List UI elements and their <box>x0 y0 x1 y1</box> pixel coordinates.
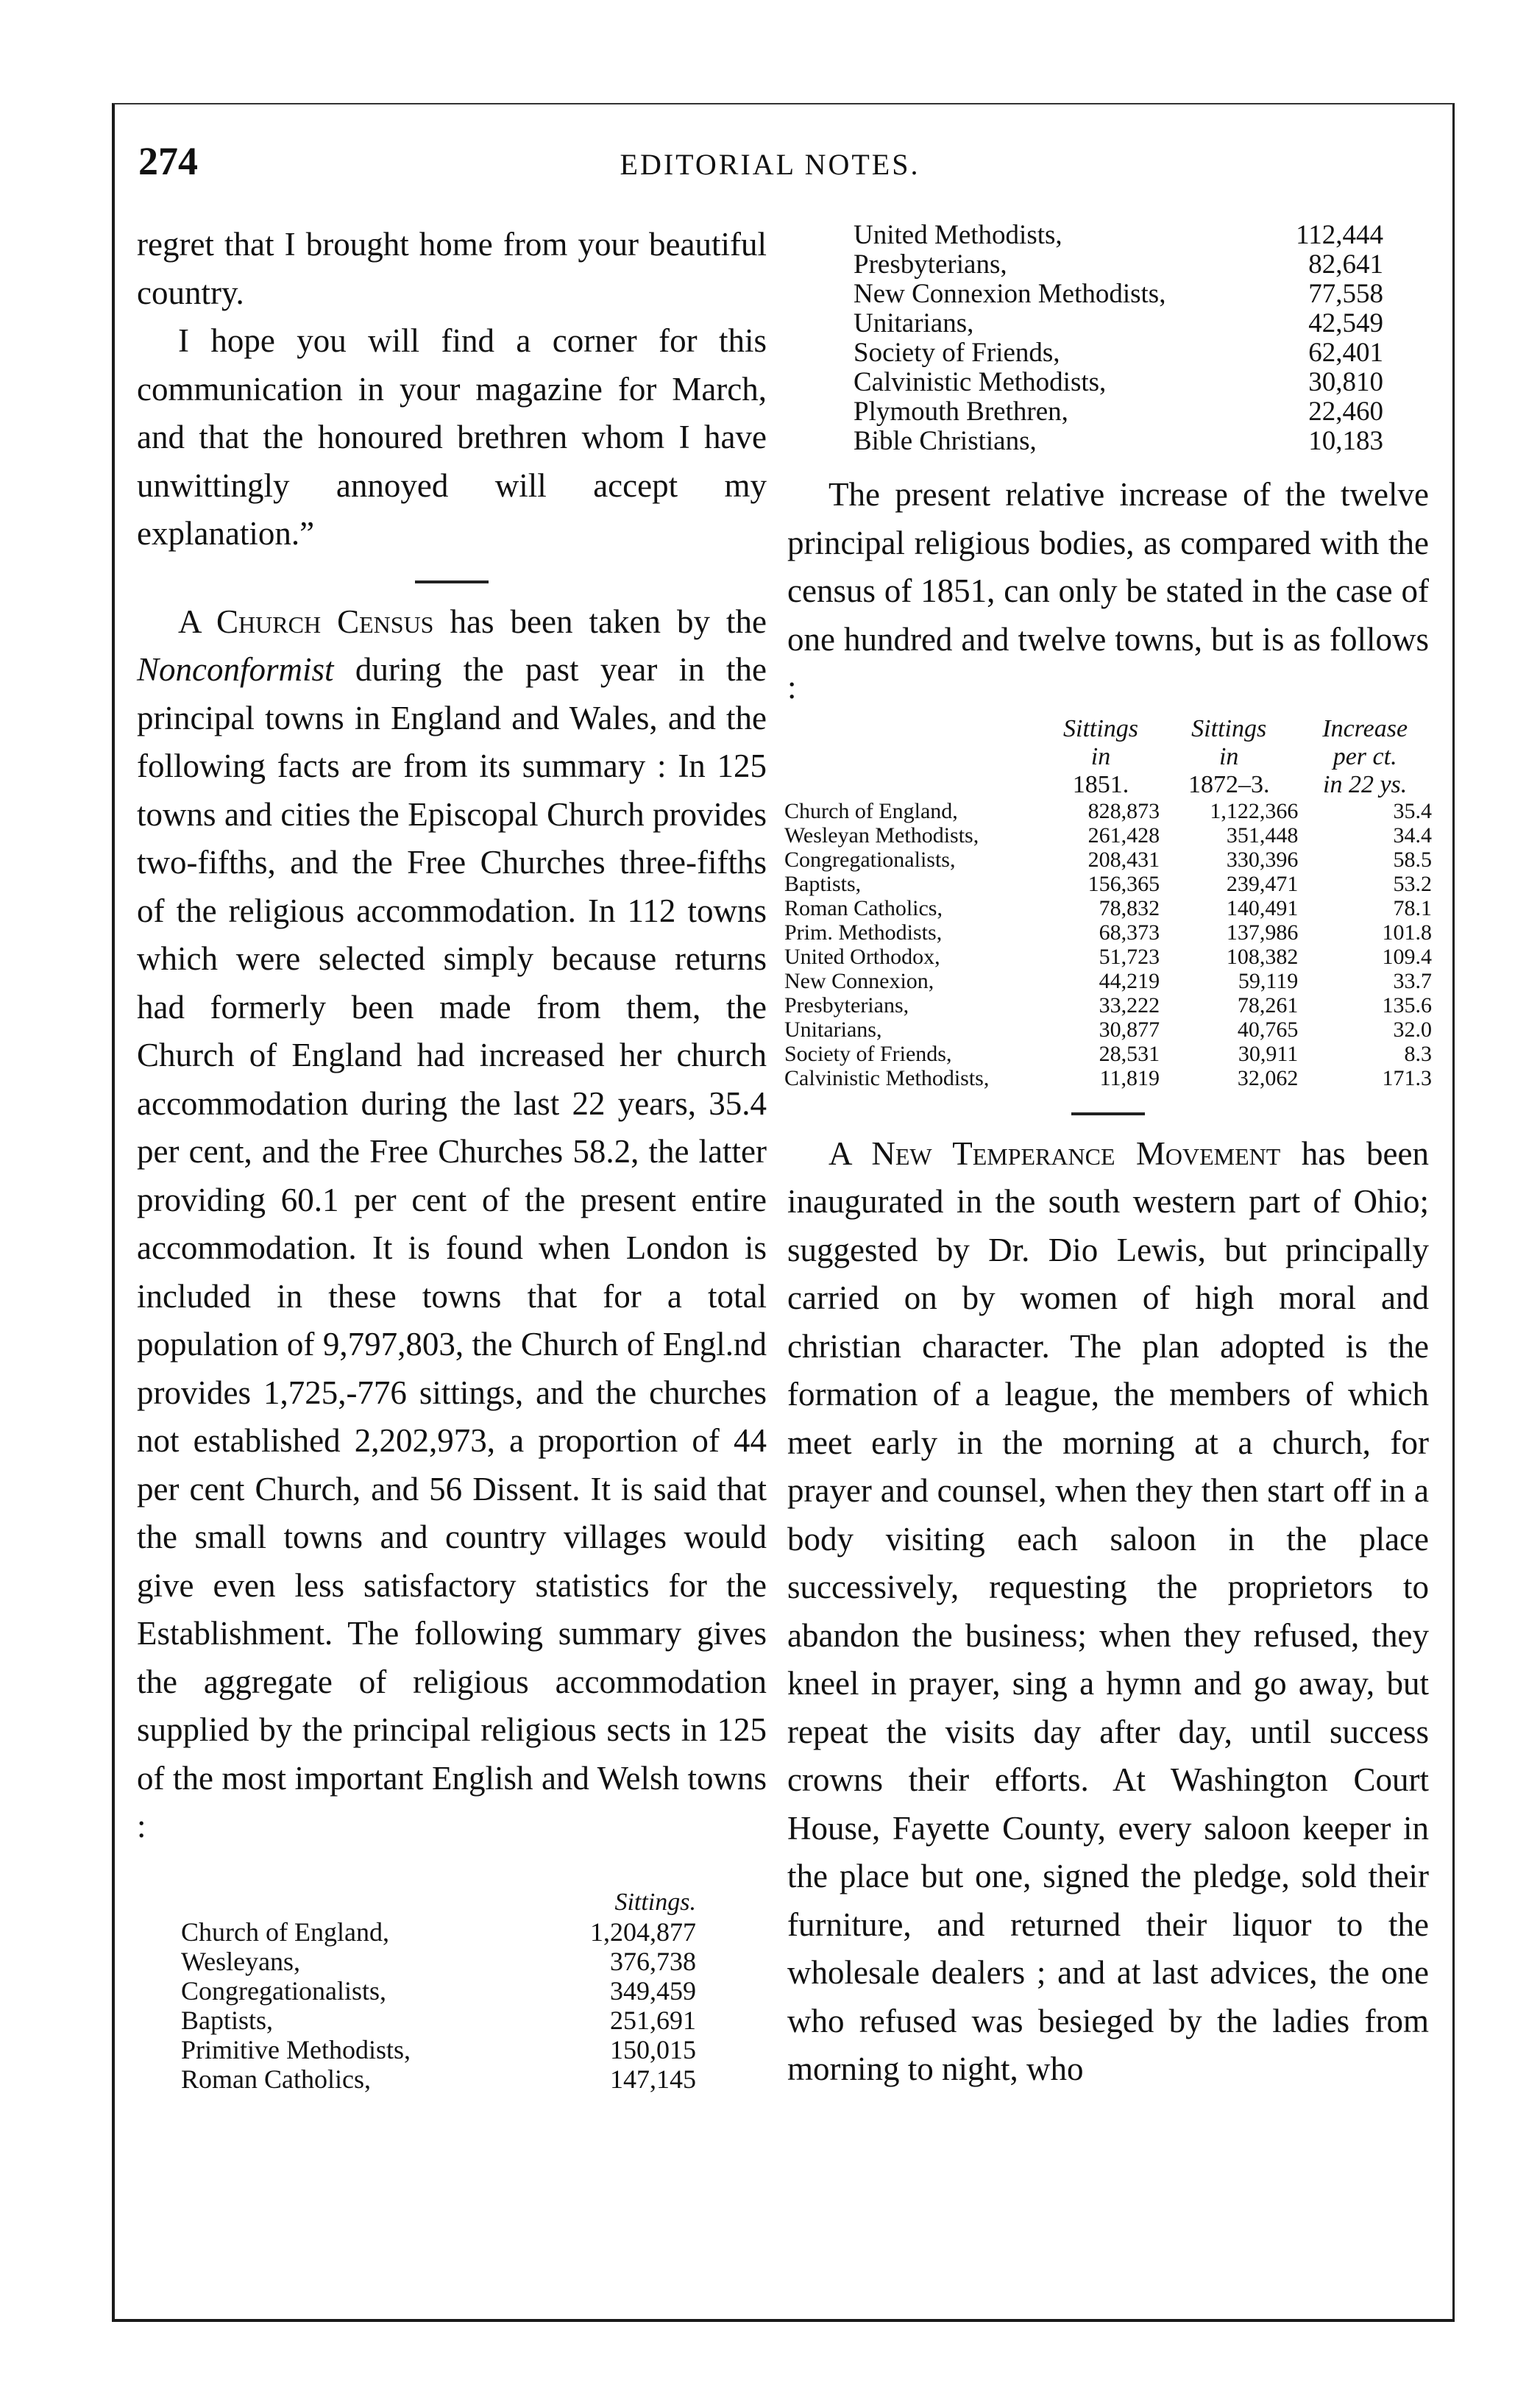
sittings-1872: 1,122,366 <box>1210 798 1299 823</box>
table-row <box>784 1066 1432 1090</box>
table-header-row <box>784 771 1432 799</box>
column-header: Sittings <box>1063 714 1139 742</box>
sittings-table-continued <box>854 221 1383 456</box>
table-row <box>784 920 1432 945</box>
table-row <box>854 280 1383 309</box>
sittings-1851: 828,873 <box>1087 798 1160 823</box>
text-segment: during the past year in the principal towns in England and Wales, and the following facts are from its summary : In 125 towns and cities the Episcopal Church provides two-fifths, and the Free Churches three-fifths of the religious accommodation. In 112 towns which were selected simply because returns had formerly been made from them, the Church of England had increased her church accommodation during the last 22 years, 35.4 per cent, and the Free Churches 58.2, the latter providing 60.1 per cent of the present entire accommodation. It is found when London is included in these towns that for a total population of 9,797,803, the Church of Engl.nd provides 1,725,-776 sittings, and the churches not established 2,202,973, a proportion of 44 per cent Church, and 56 Dissent. It is said that the small towns and country villages would give even less satisfactory statistics for the Establishment. The following summary gives the aggregate of religious accommodation supplied by the principal religious sects in 125 of the most important English and Welsh towns : <box>137 651 767 1844</box>
table-row <box>854 250 1383 280</box>
paragraph-church-census <box>137 598 767 1851</box>
section-divider <box>1071 1112 1145 1115</box>
table-row <box>784 969 1432 993</box>
row-value: 62,401 <box>1308 338 1383 368</box>
row-label: Plymouth Brethren, <box>854 397 1068 427</box>
row-value: 22,460 <box>1308 397 1383 427</box>
sittings-1851: 33,222 <box>1099 992 1160 1017</box>
row-value: 82,641 <box>1308 249 1383 280</box>
row-value: 376,738 <box>610 1946 696 1976</box>
table-header-row <box>784 715 1432 743</box>
sittings-1872: 108,382 <box>1226 944 1299 969</box>
left-column <box>137 221 767 2094</box>
sittings-1872: 32,062 <box>1237 1065 1299 1090</box>
table-row <box>784 896 1432 920</box>
column-header: in 22 ys. <box>1323 770 1408 798</box>
column-header: 1872–3. <box>1188 770 1270 798</box>
paragraph-relative-increase: The present relative increase of the twelve principal religious bodies, as compared with the census of 1851, can only be stated in the case of one hundred and twelve towns, but is as follows : <box>787 476 1429 706</box>
increase-percent: 8.3 <box>1404 1041 1432 1066</box>
row-label: Primitive Methodists, <box>181 2034 411 2064</box>
paragraph-letter-end: regret that I brought home from your beautiful country. <box>137 226 767 311</box>
row-value: 251,691 <box>610 2005 696 2035</box>
table-row <box>784 872 1432 896</box>
row-value: 77,558 <box>1308 279 1383 309</box>
column-header: Increase <box>1322 714 1408 742</box>
publication-title: Nonconformist <box>137 651 334 688</box>
table-row <box>784 945 1432 969</box>
paragraph-hope: I hope you will find a corner for this communication in your magazine for March, and that the honoured brethren whom I have unwittingly annoyed will accept my explanation.” <box>137 322 767 552</box>
lead-in-temperance: A New Temperance Movement <box>828 1134 1281 1172</box>
sittings-1851: 208,431 <box>1087 847 1160 872</box>
row-label: Society of Friends, <box>784 1041 952 1066</box>
table-row <box>784 799 1432 823</box>
table-row <box>784 993 1432 1017</box>
increase-table <box>784 715 1432 1090</box>
sittings-1851: 78,832 <box>1099 895 1160 920</box>
table-row <box>181 1947 696 1976</box>
sittings-1851: 11,819 <box>1099 1065 1160 1090</box>
increase-table-body <box>784 799 1432 1090</box>
table-row <box>784 1042 1432 1066</box>
increase-percent: 135.6 <box>1382 992 1432 1017</box>
column-header: 1851. <box>1072 770 1129 798</box>
table-row <box>784 848 1432 872</box>
sittings-1851: 30,877 <box>1099 1017 1160 1042</box>
sittings-1872: 351,448 <box>1226 823 1299 848</box>
table-row <box>854 397 1383 427</box>
table-header-row <box>784 743 1432 771</box>
sittings-1872: 59,119 <box>1238 968 1299 993</box>
sittings-1851: 68,373 <box>1099 920 1160 945</box>
sittings-1872: 140,491 <box>1226 895 1299 920</box>
row-label: Baptists, <box>784 871 862 896</box>
table-row <box>181 2006 696 2035</box>
right-column <box>784 220 1432 2094</box>
sittings-1872: 78,261 <box>1237 992 1299 1017</box>
sittings-1872: 137,986 <box>1226 920 1299 945</box>
row-value: 42,549 <box>1308 308 1383 338</box>
row-label: Society of Friends, <box>854 338 1060 368</box>
increase-percent: 32.0 <box>1393 1017 1432 1042</box>
sittings-1851: 261,428 <box>1087 823 1160 848</box>
text-segment: has been inaugurated in the south western part of Ohio; suggested by Dr. Dio Lewis, but principally carried on by women of high moral and christian character. The plan adopted is the formation of a league, the members of which meet early in the morning at a church, for prayer and counsel, when they then start off in a body visiting each saloon in the place successively, requesting the proprietors to abandon the business; when they refused, they kneel in prayer, sing a hymn and go away, but repeat the visits day after day, until success crowns their efforts. At Washington Court House, Fayette County, every saloon keeper in the place but one, signed the pledge, sold their furniture, and returned their liquor to the wholesale dealers ; and at last advices, the one who refused was besieged by the ladies from morning to night, who <box>787 1134 1430 2087</box>
column-header: Sittings <box>1191 714 1267 742</box>
row-label: Unitarians, <box>784 1017 882 1042</box>
row-label: Wesleyan Methodists, <box>784 823 979 848</box>
row-label: Presbyterians, <box>854 249 1007 280</box>
row-label: New Connexion Methodists, <box>854 279 1166 309</box>
paragraph-temperance <box>787 1130 1429 2094</box>
table-row <box>854 338 1383 368</box>
column-header: in <box>1218 742 1239 770</box>
row-label: Church of England, <box>784 798 958 823</box>
row-value: 349,459 <box>610 1975 696 2006</box>
sittings-1851: 28,531 <box>1099 1041 1160 1066</box>
column-header: per ct. <box>1333 742 1397 770</box>
increase-percent: 58.5 <box>1393 847 1432 872</box>
table-row <box>181 2035 696 2064</box>
row-value: 10,183 <box>1308 426 1383 456</box>
row-label: Roman Catholics, <box>181 2064 371 2094</box>
table-row <box>784 823 1432 848</box>
sittings-1872: 330,396 <box>1226 847 1299 872</box>
table-row <box>854 368 1383 397</box>
row-label: Church of England, <box>181 1917 389 1947</box>
table-header: Sittings. <box>614 1888 696 1916</box>
lead-in-church-census: A Church Census <box>178 603 434 640</box>
row-label: Prim. Methodists, <box>784 920 943 945</box>
row-value: 112,444 <box>1296 220 1383 250</box>
sittings-table <box>181 1888 696 2094</box>
increase-percent: 171.3 <box>1382 1065 1432 1090</box>
table-row <box>854 221 1383 250</box>
row-label: Congregationalists, <box>784 847 956 872</box>
table-row <box>181 1917 696 1947</box>
row-label: Presbyterians, <box>784 992 909 1017</box>
row-label: Bible Christians, <box>854 426 1037 456</box>
row-label: Unitarians, <box>854 308 974 338</box>
increase-percent: 34.4 <box>1393 823 1432 848</box>
text-segment: has been taken by the <box>433 603 767 640</box>
row-label: United Orthodox, <box>784 944 940 969</box>
row-label: New Connexion, <box>784 968 934 993</box>
increase-percent: 33.7 <box>1393 968 1432 993</box>
sittings-1872: 239,471 <box>1226 871 1299 896</box>
section-divider <box>415 580 489 583</box>
table-row <box>181 2064 696 2094</box>
row-value: 150,015 <box>610 2034 696 2064</box>
table-row <box>854 427 1383 456</box>
row-label: Calvinistic Methodists, <box>784 1065 990 1090</box>
column-header: in <box>1090 742 1111 770</box>
table-row <box>854 309 1383 338</box>
table-row <box>181 1976 696 2006</box>
row-label: Roman Catholics, <box>784 895 943 920</box>
increase-percent: 35.4 <box>1393 798 1432 823</box>
increase-percent: 101.8 <box>1382 920 1432 945</box>
running-title: EDITORIAL NOTES. <box>620 148 920 181</box>
page-number: 274 <box>138 139 198 183</box>
row-label: Wesleyans, <box>181 1946 301 1976</box>
row-value: 1,204,877 <box>590 1917 696 1947</box>
row-value: 147,145 <box>610 2064 696 2094</box>
sittings-1851: 51,723 <box>1099 944 1160 969</box>
table-row <box>784 1017 1432 1042</box>
row-label: Congregationalists, <box>181 1975 386 2006</box>
increase-percent: 53.2 <box>1393 871 1432 896</box>
sittings-1851: 156,365 <box>1087 871 1160 896</box>
row-label: United Methodists, <box>854 220 1062 250</box>
sittings-1851: 44,219 <box>1099 968 1160 993</box>
sittings-1872: 30,911 <box>1238 1041 1299 1066</box>
row-label: Calvinistic Methodists, <box>854 367 1107 397</box>
row-label: Baptists, <box>181 2005 274 2035</box>
row-value: 30,810 <box>1308 367 1383 397</box>
increase-percent: 109.4 <box>1382 944 1432 969</box>
increase-percent: 78.1 <box>1393 895 1432 920</box>
sittings-1872: 40,765 <box>1237 1017 1299 1042</box>
